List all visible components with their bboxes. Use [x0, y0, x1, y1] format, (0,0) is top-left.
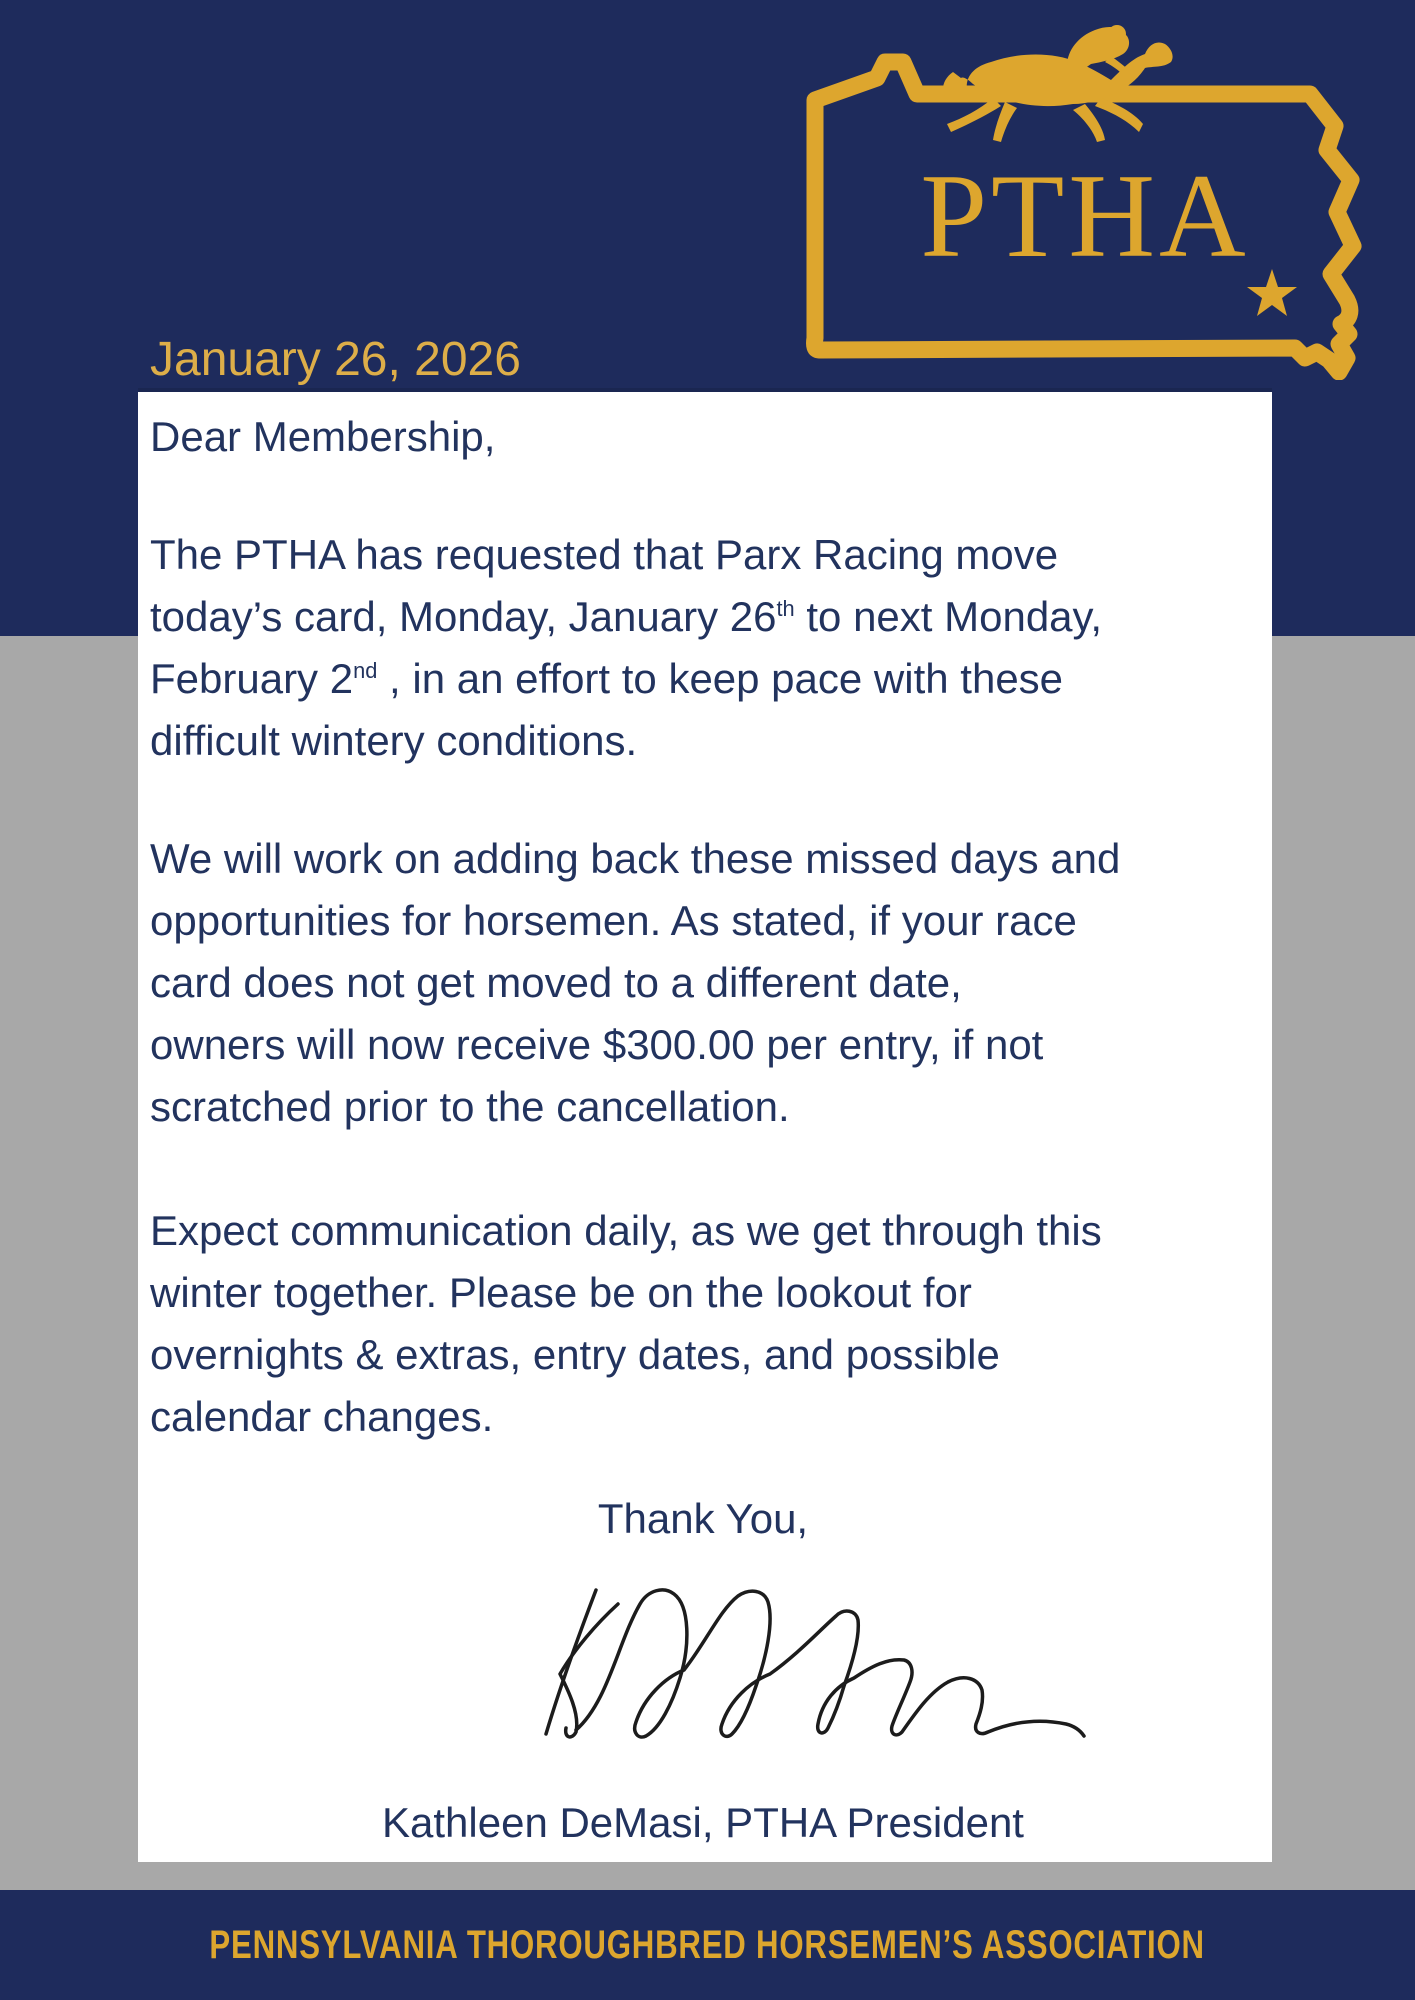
logo-text: PTHA	[920, 149, 1250, 282]
ptha-logo	[795, 20, 1375, 380]
closing-line: Thank You,	[597, 1495, 809, 1542]
letter-paragraph-2: We will work on adding back these missed days and opportunities for horsemen. As stated, if your race card does not get moved to a different date, owners will now receive $300.00 per entry, if not scratched prior to the cancellation.	[150, 835, 1121, 1130]
signature	[468, 1582, 1088, 1757]
footer-title: PENNSYLVANIA THOROUGHBRED HORSEMEN’S ASSOCIATION	[209, 1922, 1206, 1967]
logo-star-icon	[1247, 269, 1297, 316]
letter-paragraph-1: The PTHA has requested that Parx Racing move today’s card, Monday, January 26th to next Monday, February 2nd , in an effort to keep pace with these difficult wintery conditions.	[150, 531, 1103, 764]
salutation: Dear Membership,	[150, 413, 496, 460]
signer-name: Kathleen DeMasi, PTHA President	[382, 1799, 1024, 1846]
footer-bar	[0, 1890, 1415, 2000]
letter-body	[138, 392, 1272, 1862]
letter-date: January 26, 2026	[150, 333, 521, 386]
horse-jockey-icon	[943, 25, 1173, 142]
letter-paragraph-3: Expect communication daily, as we get through this winter together. Please be on the lookout for overnights & extras, entry dates, and possible calendar changes.	[150, 1207, 1102, 1440]
